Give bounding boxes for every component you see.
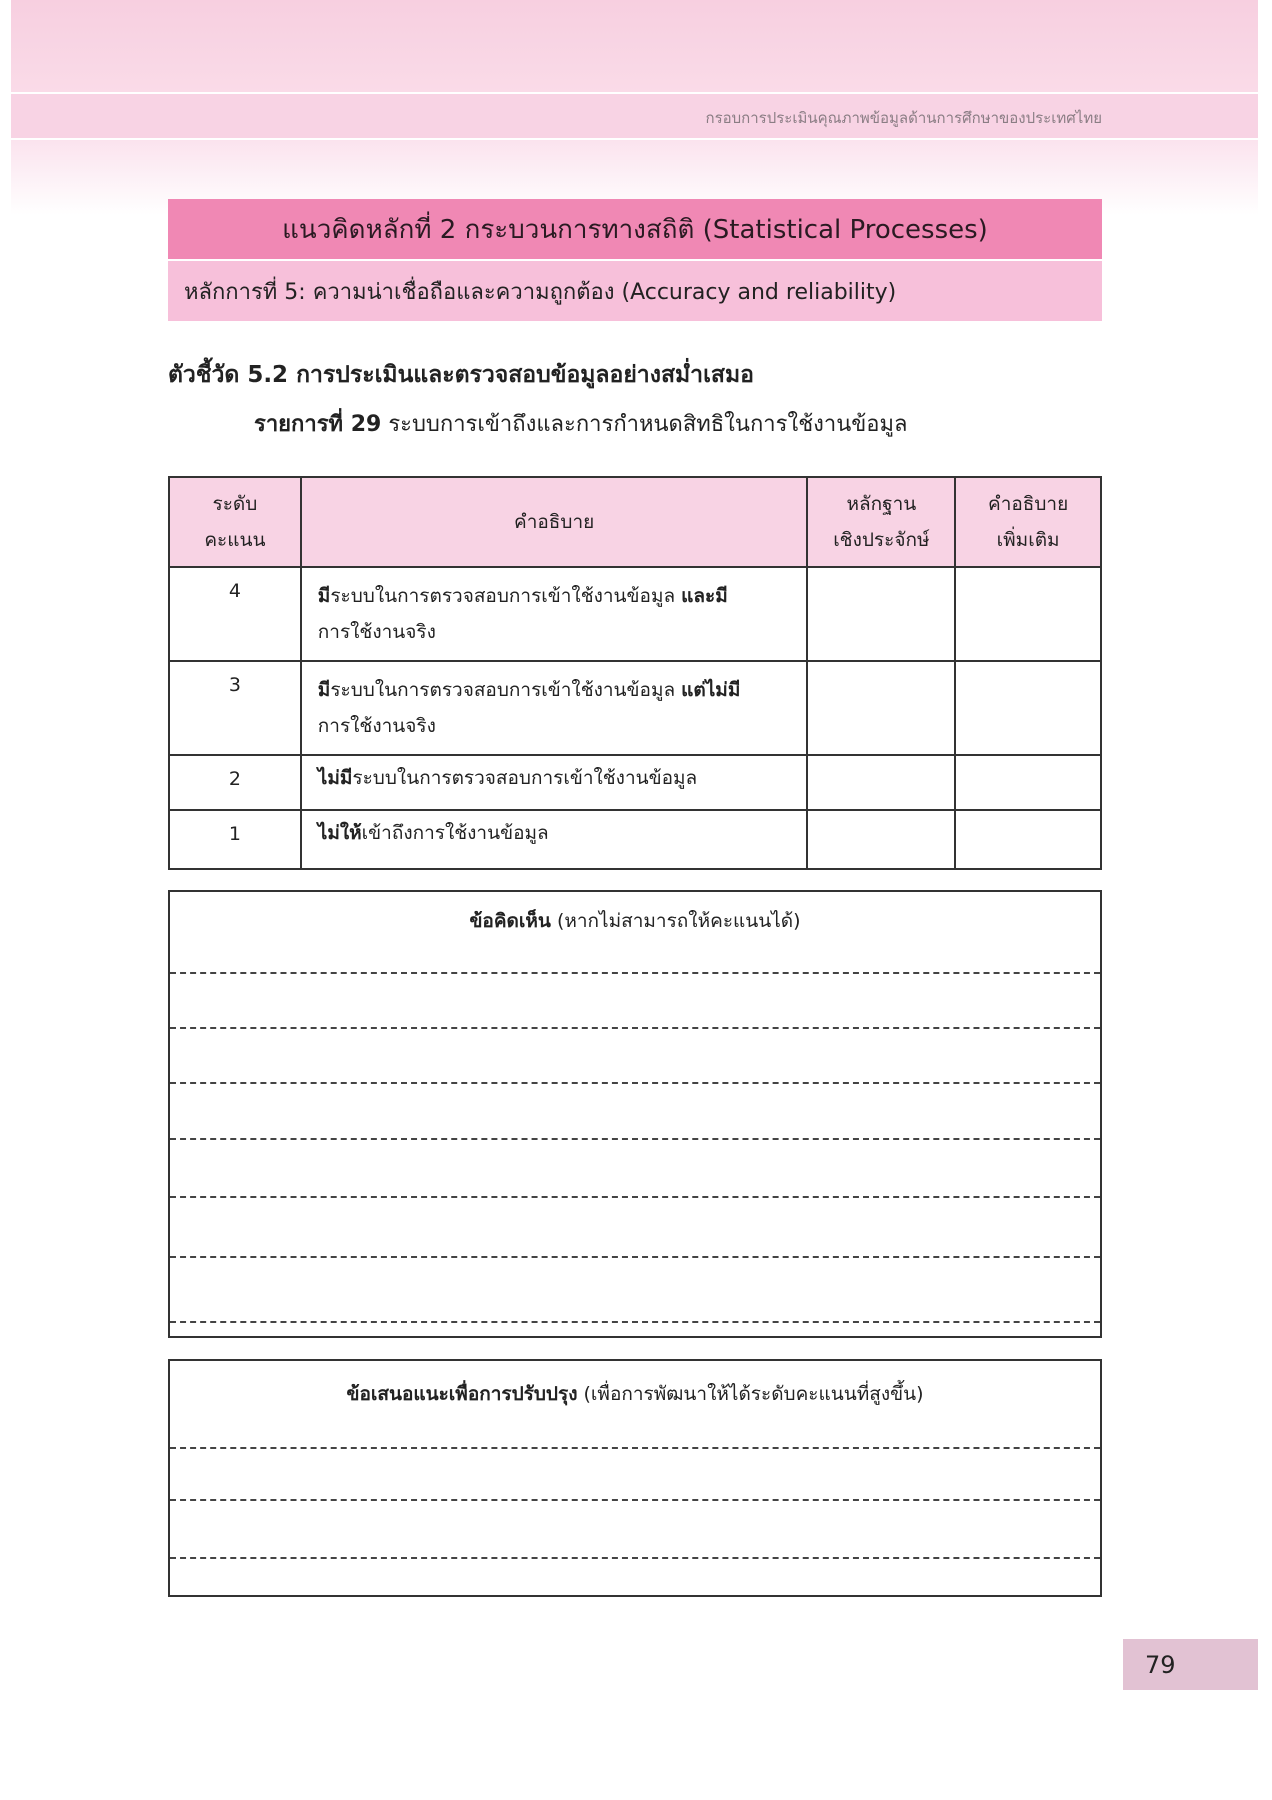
- header-band: [11, 0, 1258, 92]
- description-cell: [301, 661, 808, 755]
- header-extra: [955, 477, 1101, 567]
- comment-box[interactable]: [168, 890, 1102, 1338]
- dashed-line: [170, 1256, 1100, 1258]
- desc-bold: มี: [317, 679, 331, 701]
- extra-cell[interactable]: [955, 755, 1101, 810]
- desc-bold: ไม่มี: [317, 767, 353, 789]
- score-cell: 2: [169, 755, 301, 810]
- dashed-line: [170, 1499, 1100, 1501]
- header-evidence-l1: หลักฐาน: [846, 493, 917, 515]
- dashed-line: [170, 1027, 1100, 1029]
- evidence-cell[interactable]: [807, 755, 955, 810]
- extra-cell[interactable]: [955, 661, 1101, 755]
- description-cell: [301, 810, 808, 869]
- desc-bold: มี: [317, 585, 331, 607]
- desc-text: การใช้งานจริง: [317, 715, 436, 737]
- extra-cell[interactable]: [955, 567, 1101, 661]
- comment-note: (หากไม่สามารถให้คะแนนได้): [550, 910, 801, 932]
- evidence-cell[interactable]: [807, 810, 955, 869]
- running-head: กรอบการประเมินคุณภาพข้อมูลด้านการศึกษาของประเทศไทย: [705, 109, 1102, 127]
- evidence-cell[interactable]: [807, 567, 955, 661]
- description-cell: [301, 567, 808, 661]
- desc-bold: และมี: [681, 585, 728, 607]
- dashed-line: [170, 1082, 1100, 1084]
- dashed-line: [170, 1138, 1100, 1140]
- suggestion-box-title: [170, 1379, 1100, 1409]
- item-text: ระบบการเข้าถึงและการกำหนดสิทธิในการใช้งานข้อมูล: [381, 412, 908, 437]
- table-row: [169, 661, 1101, 755]
- header-score-l1: ระดับ: [212, 493, 258, 515]
- header-evidence-l2: เชิงประจักษ์: [833, 529, 930, 551]
- suggestion-title: ข้อเสนอแนะเพื่อการปรับปรุง: [346, 1383, 578, 1405]
- principle-title: หลักการที่ 5: ความน่าเชื่อถือและความถูกต้อง (Accuracy and reliability): [168, 261, 1102, 321]
- extra-cell[interactable]: [955, 810, 1101, 869]
- table-row: [169, 755, 1101, 810]
- dashed-line: [170, 1196, 1100, 1198]
- header-score: [169, 477, 301, 567]
- evidence-cell[interactable]: [807, 661, 955, 755]
- score-cell: 4: [169, 567, 301, 661]
- concept-title: แนวคิดหลักที่ 2 กระบวนการทางสถิติ (Statistical Processes): [168, 199, 1102, 259]
- desc-text: ระบบในการตรวจสอบการเข้าใช้งานข้อมูล: [352, 767, 698, 789]
- score-cell: 1: [169, 810, 301, 869]
- header-description: คำอธิบาย: [301, 477, 808, 567]
- indicator-heading: ตัวชี้วัด 5.2 การประเมินและตรวจสอบข้อมูลอย่างสม่ำเสมอ: [168, 362, 754, 388]
- rubric-table: [168, 476, 1102, 870]
- table-row: [169, 810, 1101, 869]
- header-score-l2: คะแนน: [204, 529, 266, 551]
- header-evidence: [807, 477, 955, 567]
- desc-text: ระบบในการตรวจสอบการเข้าใช้งานข้อมูล: [330, 585, 682, 607]
- table-row: [169, 567, 1101, 661]
- item-heading: [254, 406, 908, 441]
- suggestion-box[interactable]: [168, 1359, 1102, 1597]
- dashed-line: [170, 1321, 1100, 1323]
- suggestion-note: (เพื่อการพัฒนาให้ได้ระดับคะแนนที่สูงขึ้น): [577, 1383, 924, 1405]
- header-extra-l2: เพิ่มเติม: [996, 529, 1060, 551]
- desc-bold: แต่ไม่มี: [681, 679, 741, 701]
- description-cell: [301, 755, 808, 810]
- desc-text: การใช้งานจริง: [317, 621, 436, 643]
- desc-text: เข้าถึงการใช้งานข้อมูล: [361, 822, 549, 844]
- item-label: รายการที่ 29: [254, 412, 382, 437]
- page-number: 79: [1123, 1639, 1258, 1690]
- desc-text: ระบบในการตรวจสอบการเข้าใช้งานข้อมูล: [330, 679, 682, 701]
- dashed-line: [170, 972, 1100, 974]
- header-extra-l1: คำอธิบาย: [987, 493, 1069, 515]
- comment-title: ข้อคิดเห็น: [469, 910, 551, 932]
- dashed-line: [170, 1447, 1100, 1449]
- score-cell: 3: [169, 661, 301, 755]
- desc-bold: ไม่ให้: [317, 822, 362, 844]
- dashed-line: [170, 1557, 1100, 1559]
- comment-box-title: [170, 906, 1100, 936]
- table-header-row: [169, 477, 1101, 567]
